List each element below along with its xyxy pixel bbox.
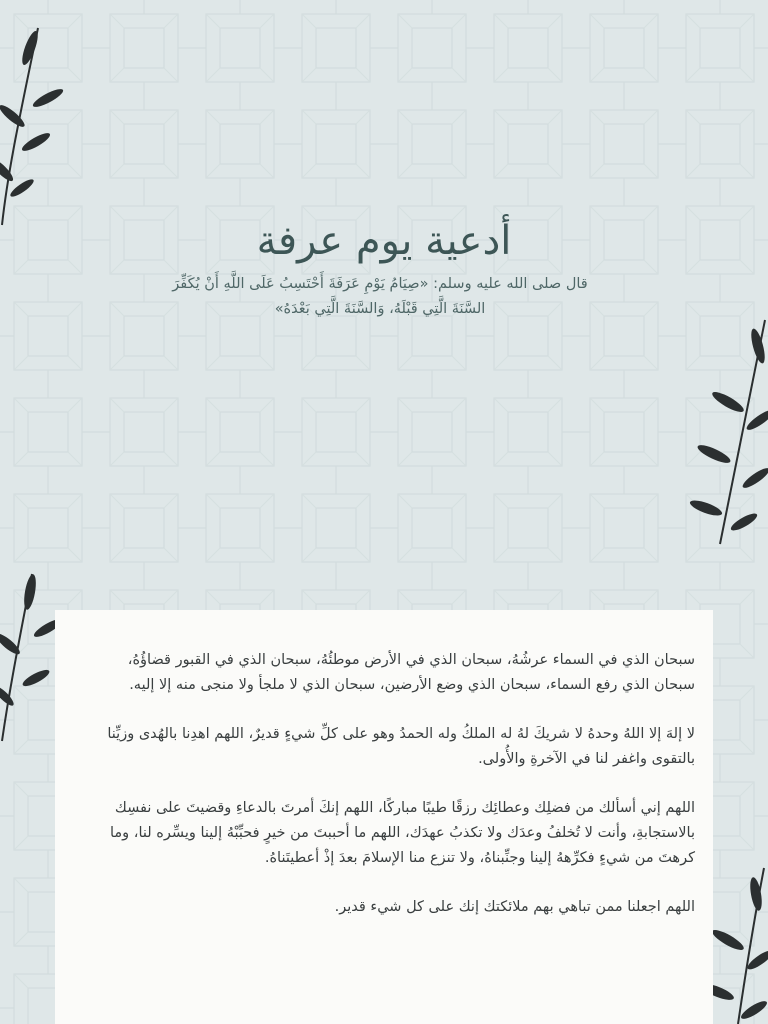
dua-paragraph: اللهم اجعلنا ممن تباهي بهم ملائكتك إنك على كل شيء قدير. — [334, 899, 695, 915]
page-title: أدعية يوم عرفة — [256, 218, 512, 264]
dua-paragraph: سبحان الذي في السماء عرشُهُ، سبحان الذي في الأرض موطئُهُ، سبحان الذي في القبور قضاؤُهُ، سبحان الذي رفع السماء، سبحان الذي وضع الأرضين، سبحان الذي لا ملجأ ولا منجى منه إلا إليه. — [127, 652, 695, 693]
dua-paragraph: لا إلهَ إلا اللهُ وحدهُ لا شريكَ لهُ له الملكُ وله الحمدُ وهو على كلِّ شيءٍ قديرٌ، اللهم اهدِنا بالهُدى وزيِّنا بالتقوى واغفر لنا في الآخرةِ والأُولى. — [107, 726, 695, 767]
hadith-quote: قال صلى الله عليه وسلم: «صِيَامُ يَوْمِ عَرَفَةَ أَحْتَسِبُ عَلَى اللَّهِ أَنْ يُكَفِّرَ السَّنَةَ الَّتِي قَبْلَهُ، وَالسَّنَةَ الَّتِي بَعْدَهُ» — [172, 276, 588, 317]
dua-list — [93, 648, 695, 944]
dua-card — [55, 610, 713, 1024]
leaf-branch-icon — [0, 20, 80, 230]
dua-paragraph: اللهم إني أسألك من فضلِك وعطائِك رزقًا طيبًا مباركًا، اللهم إنكَ أمرتَ بالدعاءِ وقضيتَ على نفسِك بالاستجابةِ، وأنت لا تُخلفُ وعدَك ولا تكذبُ عهدَك، اللهم ما أحببتَ من خيرٍ فحبِّبْهُ إلينا ويسِّره لنا، وما كرهتَ من شيءٍ فكرِّههُ إلينا وجنِّبناهُ، ولا تنزع منا الإسلامَ بعدَ إذْ أعطيتَناهُ. — [110, 800, 695, 866]
leaf-branch-icon — [680, 312, 768, 552]
